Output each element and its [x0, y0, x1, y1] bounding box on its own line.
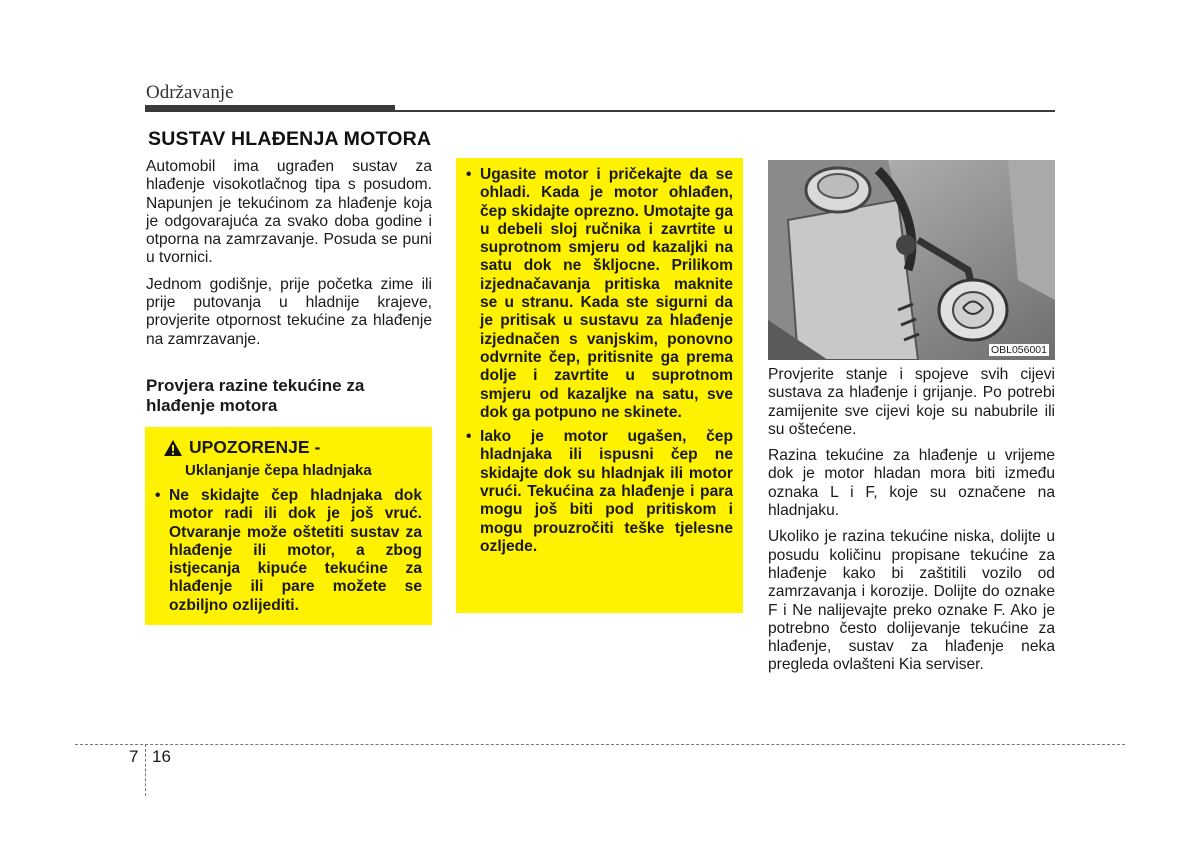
warning-triangle-icon	[163, 439, 183, 457]
warning-subtitle: Uklanjanje čepa hladnjaka	[185, 462, 372, 479]
bullet-icon: •	[466, 428, 472, 446]
subheading: Provjera razine tekućine za hlađenje motora	[146, 376, 365, 415]
warning-continuation-bullets	[466, 166, 733, 556]
running-header: Održavanje	[146, 82, 234, 103]
intro-paragraph-1: Automobil ima ugrađen sustav za hlađenje visokotlačnog tipa s posudom. Napunjen je tekućinom za hlađenje koja je odgovarajuća za svako doba godine i otporna na zamrzavanje. Posuda se puni u tvornici.	[146, 158, 432, 267]
right-paragraph-2: Razina tekućine za hlađenje u vrijeme dok je motor hladan mora biti između oznaka L i F, koje su označene na hladnjaku.	[768, 447, 1055, 520]
warning-continuation-box	[456, 158, 743, 613]
header-rule-thick	[145, 105, 395, 112]
bullet-icon: •	[466, 166, 472, 183]
warning-bullets	[155, 487, 422, 615]
warning-header	[163, 437, 422, 458]
right-paragraph-1: Provjerite stanje i spojeve svih cijevi sustava za hlađenje i grijanje. Po potrebi zamijenite sve cijevi koje su nabubrile ili su oštećene.	[768, 366, 1055, 438]
list-item: • Ne skidajte čep hladnjaka dok motor radi ili dok je još vruć. Otvaranje može oštetiti sustav za hlađenje ili motor, a zbog istjecanja kipuće tekućine za hlađenje ili pare možete se ozbiljno ozlijediti.	[155, 487, 422, 614]
warning-box	[145, 427, 432, 625]
list-item: • Ugasite motor i pričekajte da se ohladi. Kada je motor ohlađen, čep skidajte oprezno. Umotajte ga u debeli sloj ručnika i zavrtite u suprotnom smjeru od kazaljki na satu dok ne škljocne. Prilikom izjednačavanja pritiska maknite se u stranu. Kada ste sigurni da je pritisak u sustavu za hlađenje izjednačen s vanjskim, ponovno odvrnite čep, pritisnite ga prema dolje i zavrtite u suprotnom smjeru od kazaljke na satu, sve dok ga potpuno ne skinete.	[466, 166, 733, 421]
footer-divider	[145, 744, 146, 796]
page-number: 16	[152, 747, 171, 766]
warning-title: UPOZORENJE -	[189, 437, 321, 457]
figure-code: OBL056001	[990, 344, 1047, 356]
bullet-icon: •	[155, 487, 161, 504]
right-column	[768, 366, 1055, 683]
footer-rule	[75, 744, 1125, 745]
list-item: • Iako je motor ugašen, čep hladnjaka ili ispusni čep ne skidajte dok su hladnjak ili motor vrući. Tekućina za hlađenje i para mogu još biti pod pritiskom i mogu prouzročiti teške tjelesne ozljede.	[466, 428, 733, 555]
intro-paragraph-2: Jednom godišnje, prije početka zime ili prije putovanja u hladnije krajeve, provjerite otpornost tekućine za hlađenje na zamrzavanje.	[146, 275, 432, 348]
intro-column	[146, 158, 432, 357]
right-paragraph-3: Ukoliko je razina tekućine niska, dolijte u posudu količinu propisane tekućine za hlađenje kako bi zaštitili vozilo od zamrzavanja i korozije. Dolijte do oznake F i Ne nalijevajte preko oznake F. Ako je potrebno često dolijevanje tekućine za hlađenje, sustav za hlađenje neka pregleda ovlašteni Kia serviser.	[768, 528, 1055, 674]
engine-bay-illustration	[768, 160, 1055, 360]
section-title: SUSTAV HLAĐENJA MOTORA	[148, 128, 432, 150]
chapter-number: 7	[129, 747, 139, 766]
header-rule-thin	[395, 110, 1055, 112]
engine-coolant-photo	[768, 160, 1055, 360]
